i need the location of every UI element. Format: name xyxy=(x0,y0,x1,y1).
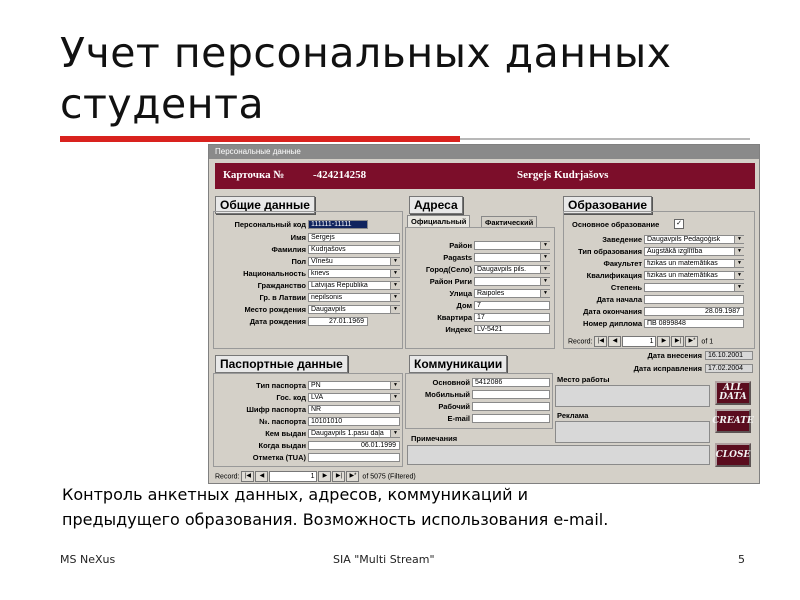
footer-center: SIA "Multi Stream" xyxy=(333,553,435,566)
education-heading: Образование xyxy=(563,196,652,214)
tab-official-address[interactable]: Официальный xyxy=(407,215,470,227)
work-phone-input[interactable] xyxy=(472,402,550,411)
next-record-icon[interactable]: ▶ xyxy=(657,336,670,347)
ad-label: Реклама xyxy=(557,411,589,420)
main-phone-input[interactable]: 5412086 xyxy=(472,378,550,387)
district-select[interactable] xyxy=(474,241,550,250)
issued-by-select[interactable]: Daugavpils 1.pasu daļa xyxy=(308,429,400,438)
title-rule xyxy=(460,138,750,140)
create-button[interactable]: CREATE xyxy=(715,409,751,433)
field-label: Дата окончания xyxy=(583,307,642,316)
field-label: Гр. в Латвии xyxy=(259,293,306,302)
field-label: Тип паспорта xyxy=(256,381,306,390)
field-label: Район xyxy=(449,241,472,250)
field-label: Отметка (TUA) xyxy=(252,453,306,462)
chevron-down-icon[interactable]: ▼ xyxy=(734,248,744,255)
parish-select[interactable] xyxy=(474,253,550,262)
personal-code-input[interactable]: 111111-11111 xyxy=(308,220,368,229)
slide-title-line2: студента xyxy=(60,80,265,128)
last-name-input[interactable]: Kudrjašovs xyxy=(308,245,400,254)
last-record-icon[interactable]: ▶| xyxy=(332,471,345,482)
street-select[interactable]: Raipoles xyxy=(474,289,550,298)
fixed-date-label: Дата исправления xyxy=(633,364,702,373)
chevron-down-icon[interactable]: ▼ xyxy=(540,254,550,261)
chevron-down-icon[interactable]: ▼ xyxy=(540,266,550,273)
main-record-nav xyxy=(215,471,416,482)
chevron-down-icon[interactable]: ▼ xyxy=(540,242,550,249)
house-input[interactable]: 7 xyxy=(474,301,550,310)
chevron-down-icon[interactable]: ▼ xyxy=(540,290,550,297)
window-title: Персональные данные xyxy=(209,145,759,159)
description-line1: Контроль анкетных данных, адресов, коммуникаций и xyxy=(62,485,529,504)
prev-record-icon[interactable]: ◀ xyxy=(255,471,268,482)
address-panel xyxy=(405,227,555,349)
fixed-date-value: 17.02.2004 xyxy=(705,364,753,373)
entered-date-value: 16.10.2001 xyxy=(705,351,753,360)
field-label: Улица xyxy=(449,289,472,298)
gender-select[interactable]: Vīriešu xyxy=(308,257,400,266)
education-type-select[interactable]: Augstākā izglītība xyxy=(644,247,744,256)
end-date-input[interactable]: 28.09.1987 xyxy=(644,307,744,316)
card-number: -424214258 xyxy=(313,169,367,181)
field-label: Когда выдан xyxy=(258,441,306,450)
field-label: Имя xyxy=(290,233,306,242)
tab-actual-address[interactable]: Фактический xyxy=(481,216,537,228)
first-record-icon[interactable]: |◀ xyxy=(594,336,607,347)
chevron-down-icon[interactable]: ▼ xyxy=(540,278,550,285)
field-label: Квалификация xyxy=(586,271,642,280)
description-line2: предыдущего образования. Возможность использования e-mail. xyxy=(62,510,609,529)
status-select[interactable]: nepilsonis xyxy=(308,293,400,302)
prev-record-icon[interactable]: ◀ xyxy=(608,336,621,347)
chevron-down-icon[interactable]: ▼ xyxy=(390,294,400,301)
notes-input[interactable] xyxy=(407,445,710,465)
field-label: Факультет xyxy=(603,259,642,268)
first-record-icon[interactable]: |◀ xyxy=(241,471,254,482)
mobile-phone-input[interactable] xyxy=(472,390,550,399)
passport-code-input[interactable]: NR xyxy=(308,405,400,414)
chevron-down-icon[interactable]: ▼ xyxy=(734,260,744,267)
institution-select[interactable]: Daugavpils Pedagoģisk xyxy=(644,235,744,244)
nationality-select[interactable]: krievs xyxy=(308,269,400,278)
field-label: Дом xyxy=(456,301,472,310)
field-label: Дата рождения xyxy=(249,317,306,326)
general-heading: Общие данные xyxy=(215,196,315,214)
field-label: Дата начала xyxy=(596,295,642,304)
state-code-select[interactable]: LVA xyxy=(308,393,400,402)
field-label: Город(Село) xyxy=(425,265,472,274)
chevron-down-icon[interactable]: ▼ xyxy=(734,284,744,291)
communications-heading: Коммуникации xyxy=(409,355,507,373)
field-label: Гос. код xyxy=(276,393,306,402)
tua-mark-input[interactable] xyxy=(308,453,400,462)
slide-title-line1: Учет персональных данных xyxy=(60,29,672,77)
start-date-input[interactable] xyxy=(644,295,744,304)
city-select[interactable]: Daugavpils pils. xyxy=(474,265,550,274)
field-label: Мобильный xyxy=(425,390,470,399)
field-label: №. паспорта xyxy=(259,417,306,426)
passport-type-select[interactable]: PN xyxy=(308,381,400,390)
base-education-label: Основное образование xyxy=(572,220,660,229)
field-label: Тип образования xyxy=(578,247,642,256)
chevron-down-icon[interactable]: ▼ xyxy=(734,236,744,243)
birthplace-select[interactable]: Daugavpils xyxy=(308,305,400,314)
record-number-input[interactable]: 1 xyxy=(269,471,317,482)
field-label: Кем выдан xyxy=(265,429,306,438)
record-label: Record: xyxy=(568,338,593,346)
chevron-down-icon[interactable]: ▼ xyxy=(734,272,744,279)
general-panel xyxy=(213,211,403,349)
field-label: Основной xyxy=(432,378,470,387)
qualification-select[interactable]: fizikas un matemātikas xyxy=(644,271,744,280)
slide-title xyxy=(60,28,760,130)
education-record-nav xyxy=(568,336,713,347)
card-header xyxy=(215,163,755,189)
birth-date-input[interactable]: 27.01.1969 xyxy=(308,317,368,326)
slide-description xyxy=(62,482,762,532)
issue-date-input[interactable]: 06.01.1999 xyxy=(308,441,400,450)
field-label: Номер диплома xyxy=(583,319,642,328)
field-label: Заведение xyxy=(602,235,642,244)
ad-input[interactable] xyxy=(555,421,710,443)
communications-panel xyxy=(405,373,553,429)
chevron-down-icon[interactable]: ▼ xyxy=(390,430,400,437)
record-number-input[interactable]: 1 xyxy=(622,336,656,347)
all-data-button[interactable]: ALL DATA xyxy=(715,381,751,405)
chevron-down-icon[interactable]: ▼ xyxy=(390,394,400,401)
field-label: Фамилия xyxy=(271,245,306,254)
citizenship-select[interactable]: Latvijas Republika xyxy=(308,281,400,290)
workplace-label: Место работы xyxy=(557,375,610,384)
new-record-icon[interactable]: ▶* xyxy=(346,471,359,482)
chevron-down-icon[interactable]: ▼ xyxy=(390,270,400,277)
new-record-icon[interactable]: ▶* xyxy=(685,336,698,347)
record-label: Record: xyxy=(215,473,240,481)
record-count: of 5075 (Filtered) xyxy=(362,473,416,481)
field-label: Персональный код xyxy=(234,220,306,229)
workplace-input[interactable] xyxy=(555,385,710,407)
education-panel xyxy=(563,211,755,349)
faculty-select[interactable]: fizikas un matemātikas xyxy=(644,259,744,268)
title-rule-accent xyxy=(60,136,460,142)
passport-number-input[interactable]: 10101010 xyxy=(308,417,400,426)
riga-district-select[interactable] xyxy=(474,277,550,286)
student-form-window xyxy=(208,144,760,484)
field-label: Pagasts xyxy=(443,253,472,262)
record-count: of 1 xyxy=(701,338,714,346)
chevron-down-icon[interactable]: ▼ xyxy=(390,306,400,313)
passport-heading: Паспортные данные xyxy=(215,355,348,373)
page-number: 5 xyxy=(738,553,745,566)
field-label: Национальность xyxy=(243,269,306,278)
address-heading: Адреса xyxy=(409,196,463,214)
diploma-number-input[interactable]: ПВ 0899848 xyxy=(644,319,744,328)
footer-company: MS NeXus xyxy=(60,553,116,566)
student-name: Sergejs Kudrjašovs xyxy=(517,169,609,181)
first-name-input[interactable]: Sergejs xyxy=(308,233,400,242)
passport-panel xyxy=(213,373,403,467)
field-label: E-mail xyxy=(447,414,470,423)
chevron-down-icon[interactable]: ▼ xyxy=(390,258,400,265)
close-button[interactable]: CLOSE xyxy=(715,443,751,467)
entered-date-label: Дата внесения xyxy=(647,351,702,360)
field-label: Степень xyxy=(610,283,642,292)
field-label: Гражданство xyxy=(257,281,306,290)
apartment-input[interactable]: 17 xyxy=(474,313,550,322)
field-label: Район Риги xyxy=(429,277,472,286)
chevron-down-icon[interactable]: ▼ xyxy=(390,282,400,289)
field-label: Шифр паспорта xyxy=(246,405,306,414)
next-record-icon[interactable]: ▶ xyxy=(318,471,331,482)
field-label: Место рождения xyxy=(244,305,306,314)
email-field[interactable] xyxy=(472,414,550,423)
field-label: Квартира xyxy=(437,313,472,322)
notes-label: Примечания xyxy=(411,434,458,443)
field-label: Рабочий xyxy=(438,402,470,411)
chevron-down-icon[interactable]: ▼ xyxy=(390,382,400,389)
degree-select[interactable] xyxy=(644,283,744,292)
last-record-icon[interactable]: ▶| xyxy=(671,336,684,347)
base-education-checkbox[interactable]: ✓ xyxy=(674,219,684,229)
card-label: Карточка № xyxy=(223,169,285,181)
field-label: Индекс xyxy=(445,325,472,334)
postal-code-input[interactable]: LV-5421 xyxy=(474,325,550,334)
field-label: Пол xyxy=(291,257,306,266)
